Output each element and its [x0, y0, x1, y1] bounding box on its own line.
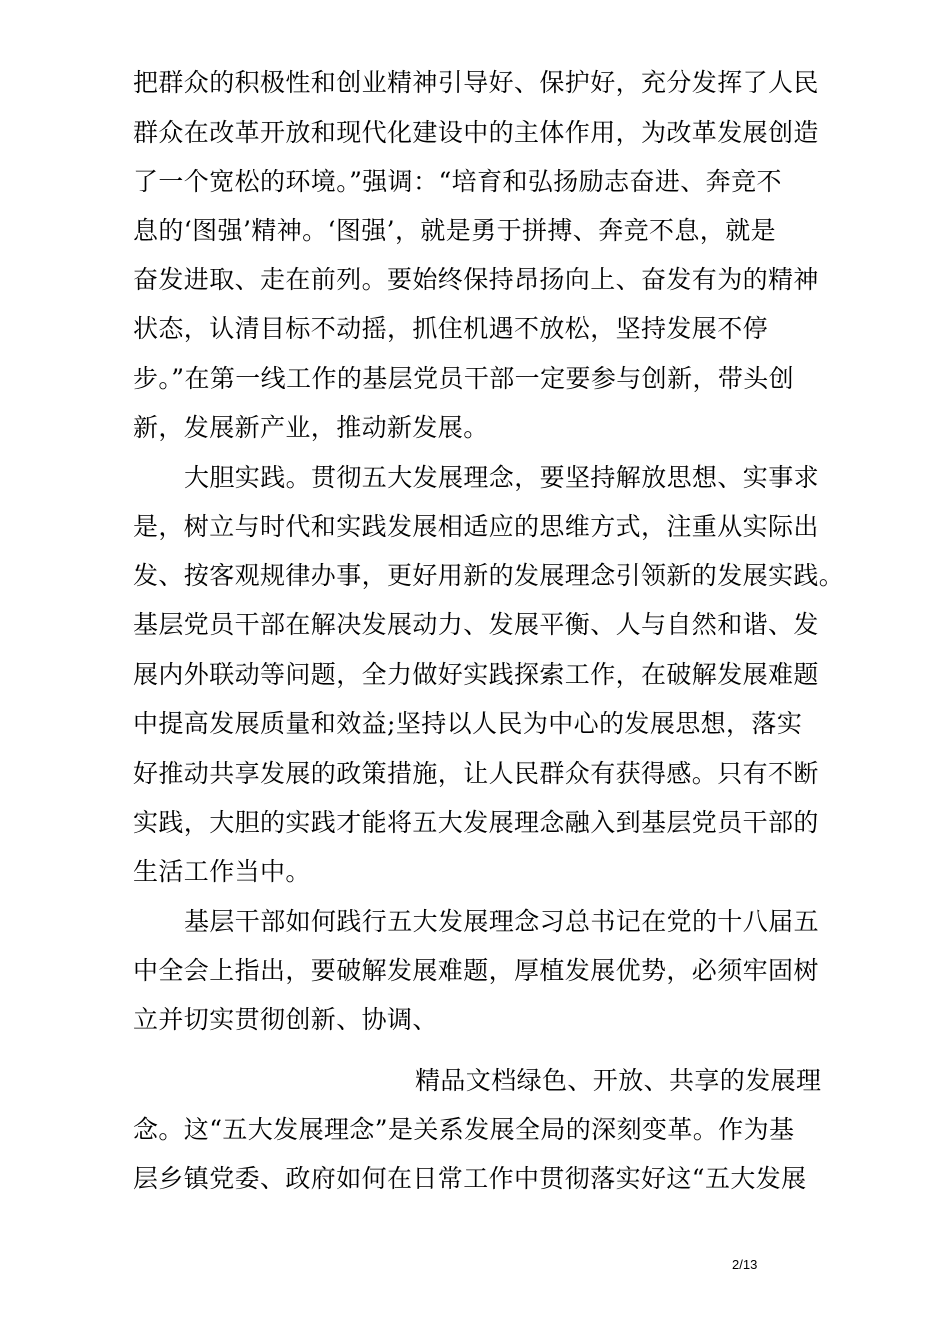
text-line: 了一个宽松的环境。”强调：“培育和弘扬励志奋进、奔竞不 — [133, 167, 782, 196]
text-line: 步。”在第一线工作的基层党员干部一定要参与创新，带头创 — [133, 364, 795, 393]
text-line: 新，发展新产业，推动新发展。 — [133, 413, 489, 442]
paragraph-start-line: 大胆实践。贯彻五大发展理念，要坚持解放思想、实事求 — [184, 463, 820, 492]
text-line: 中提高发展质量和效益;坚持以人民为中心的发展思想，落实 — [133, 709, 803, 738]
text-line: 念。这“五大发展理念”是关系发展全局的深刻变革。作为基 — [133, 1115, 795, 1144]
text-line: 生活工作当中。 — [133, 857, 311, 886]
text-line: 层乡镇党委、政府如何在日常工作中贯彻落实好这“五大发展 — [133, 1164, 807, 1193]
paragraph-start-line: 基层干部如何践行五大发展理念习总书记在党的十八届五 — [184, 907, 820, 936]
text-line: 发、按客观规律办事，更好用新的发展理念引领新的发展实践。 — [133, 561, 845, 590]
page-number: 2/13 — [732, 1257, 758, 1272]
text-line: 基层党员干部在解决发展动力、发展平衡、人与自然和谐、发 — [133, 610, 819, 639]
text-line: 立并切实贯彻创新、协调、 — [133, 1005, 438, 1034]
text-line: 展内外联动等问题，全力做好实践探索工作，在破解发展难题 — [133, 660, 819, 689]
text-line: 奋发进取、走在前列。要始终保持昂扬向上、奋发有为的精神 — [133, 265, 819, 294]
text-line: 实践，大胆的实践才能将五大发展理念融入到基层党员干部的 — [133, 808, 819, 837]
text-line: 中全会上指出，要破解发展难题，厚植发展优势，必须牢固树 — [133, 956, 819, 985]
text-line: 好推动共享发展的政策措施，让人民群众有获得感。只有不断 — [133, 759, 819, 788]
text-line: 精品文档绿色、开放、共享的发展理 — [415, 1066, 822, 1095]
text-line: 把群众的积极性和创业精神引导好、保护好，充分发挥了人民 — [133, 68, 819, 97]
text-line: 息的‘图强’精神。‘图强’，就是勇于拼搏、奔竞不息，就是 — [133, 216, 776, 245]
text-line: 是，树立与时代和实践发展相适应的思维方式，注重从实际出 — [133, 512, 819, 541]
text-line: 群众在改革开放和现代化建设中的主体作用，为改革发展创造 — [133, 118, 819, 147]
text-line: 状态，认清目标不动摇，抓住机遇不放松，坚持发展不停 — [133, 314, 769, 343]
